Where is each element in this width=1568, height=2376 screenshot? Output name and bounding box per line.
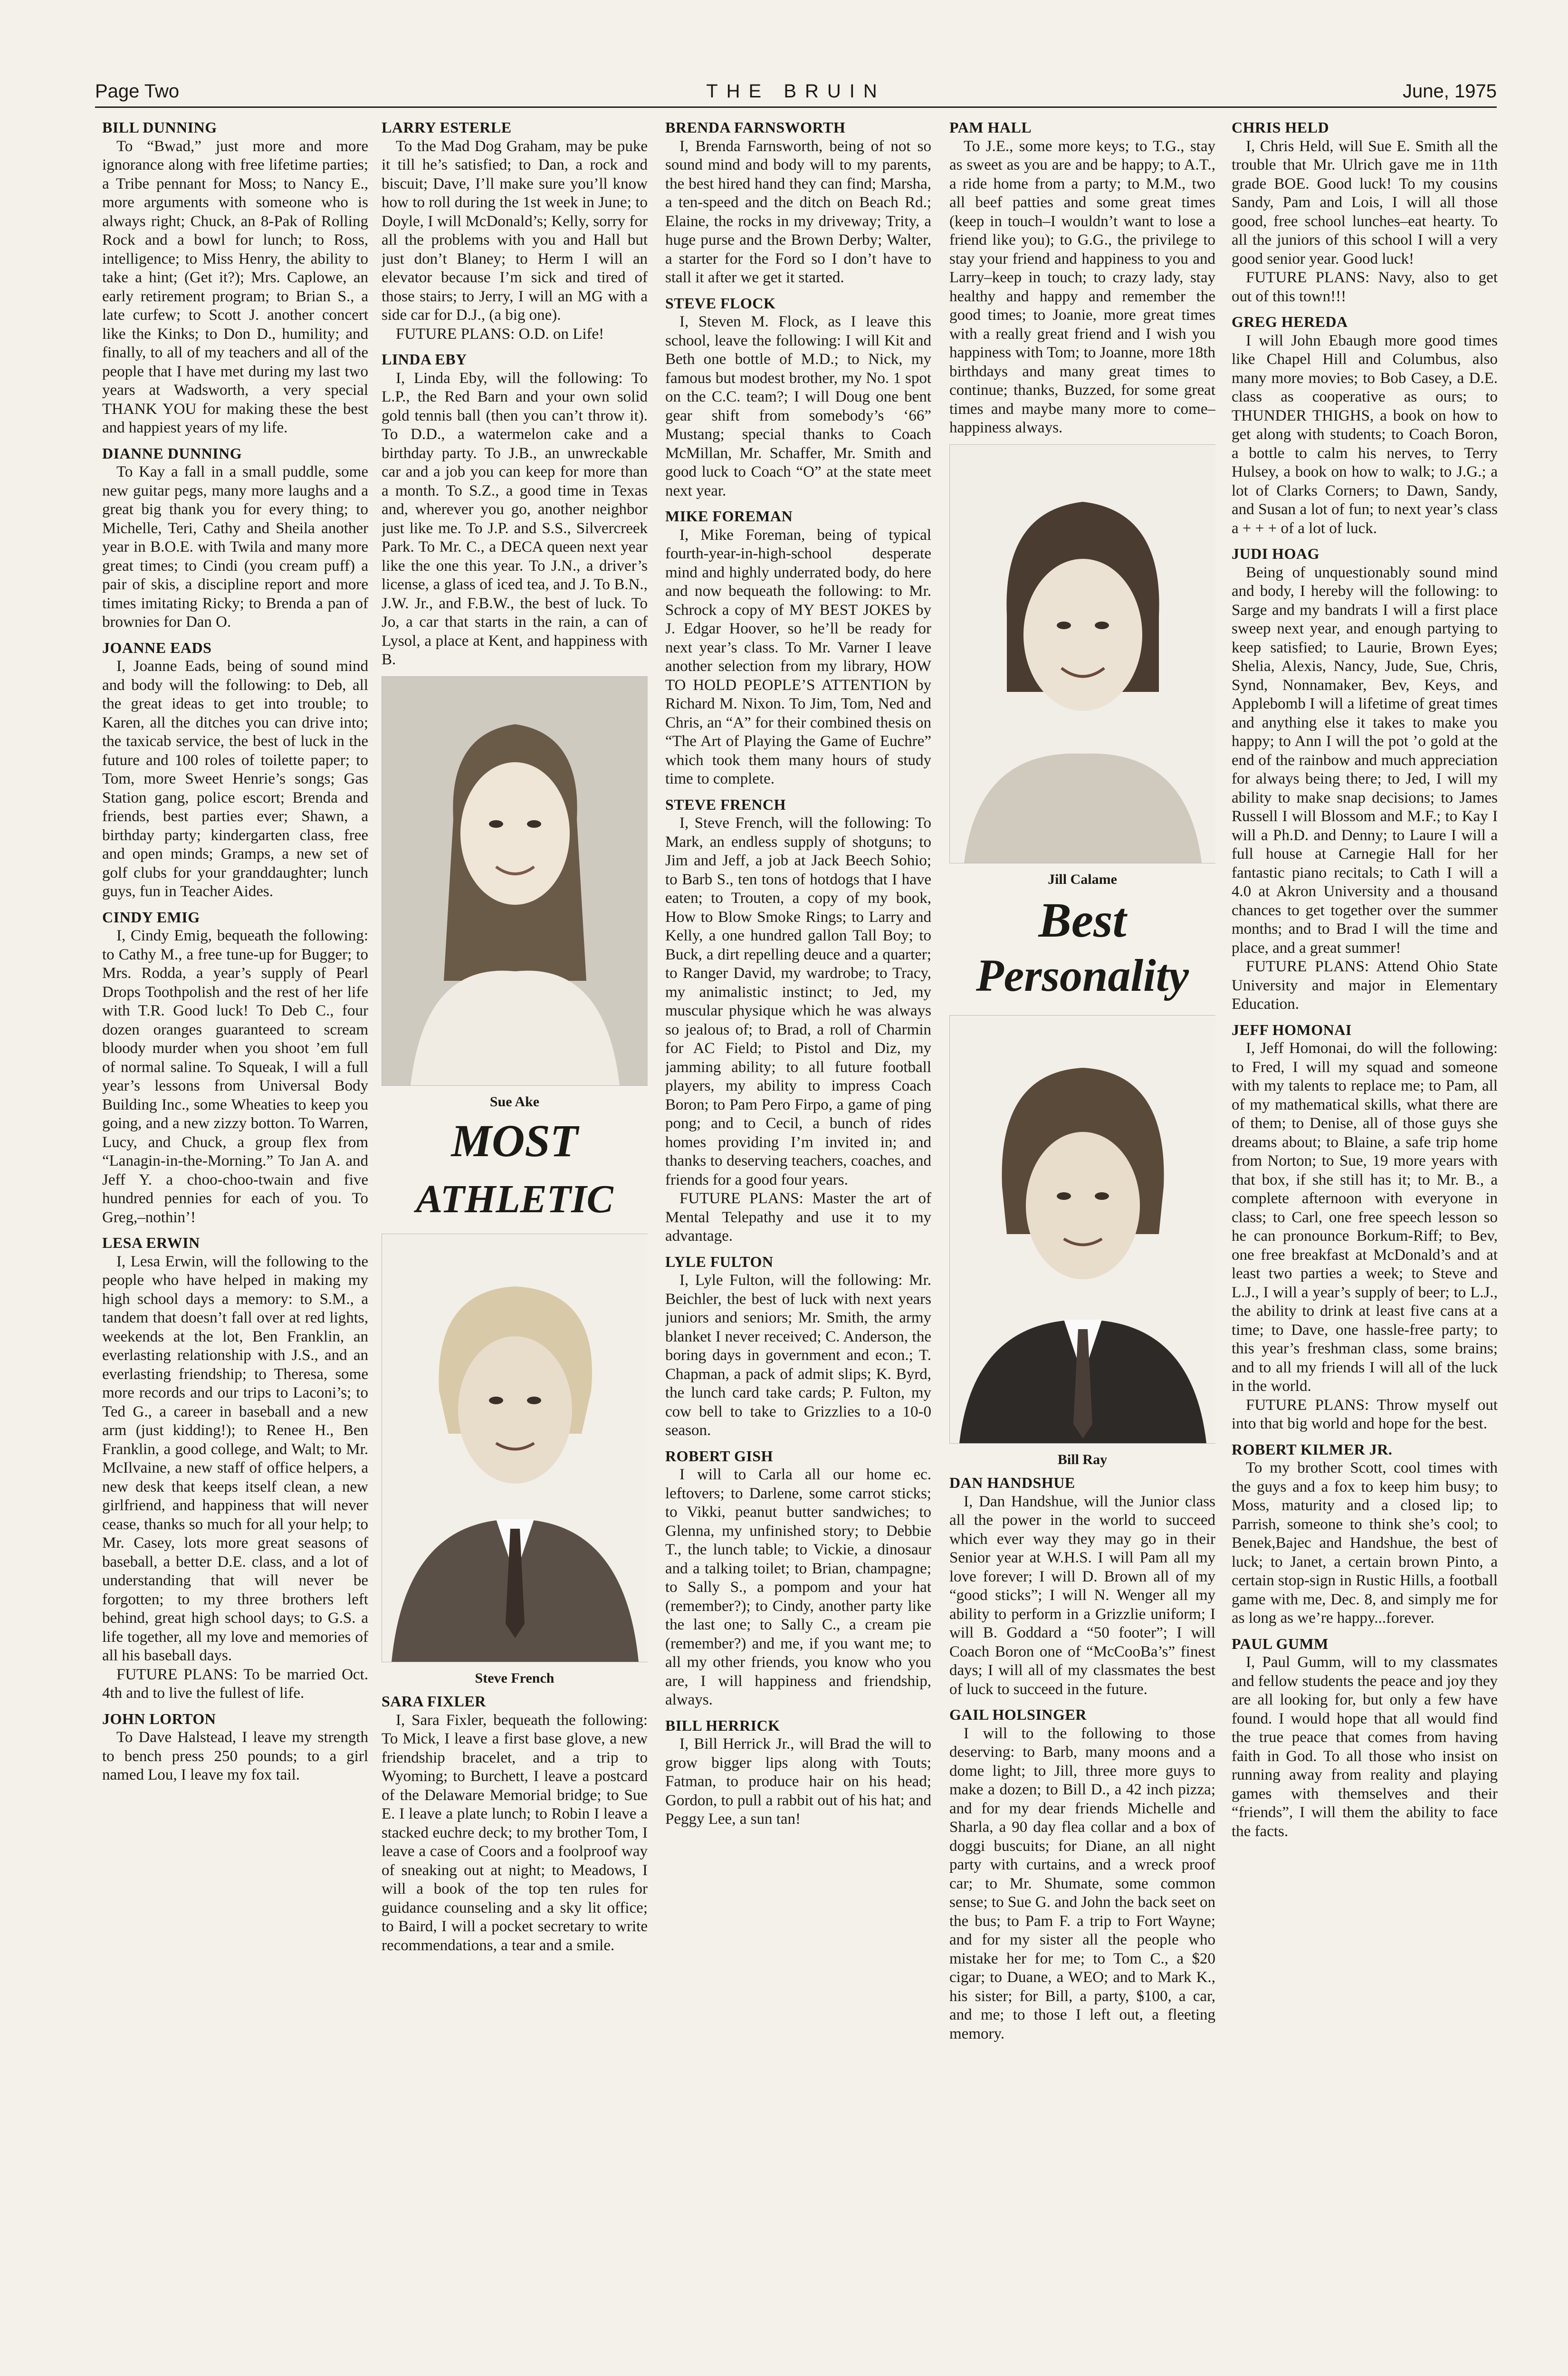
entry-text: I, Mike Foreman, being of typical fourth-year-in-high-school desperate mind and highly underrated body, do here and now bequeath the following: to Mr. Schrock a copy of MY BEST JOKES by J. Edgar Hoover, so he’ll be ready for next year’s class. To Mr. Varner I leave another selection from my library, HOW TO HOLD PEOPLE’S ATTENTION by Richard M. Nixon. To Jim, Tom, Ned and Chris, an “A” for their combined thesis on “The Art of Playing the Game of Euchre” which took them many hours of study time to complete. [665, 526, 931, 787]
will-entry-dianne-dunning [102, 444, 368, 632]
will-entry-robert-gish [665, 1447, 931, 1710]
entry-name: BILL DUNNING [102, 119, 217, 136]
entry-text: I, Linda Eby, will the following: To L.P., the Red Barn and your own solid gold tennis ball (then you can’t throw it). To D.D., a watermelon cake and a birthday party. To J.B., an unwreckable car and a job you can keep for more than a month. To S.Z., a good time in Texas and, wherever you go, another neighbor just like me. To J.P. and S.S., Silvercreek Park. To Mr. C., a DECA queen next year like the one this year. To J.N., a driver’s license, a glass of iced tea, and J. To B.N., J.W. Jr., and F.B.W., the best of luck. To Jo, a car that starts in the rain, a can of Lysol, a place at Kent, and happiness with B. [382, 369, 648, 668]
entry-text: I, Lyle Fulton, will the following: Mr. Beichler, the best of luck with next years juniors and seniors; Mr. Smith, the army blanket I never received; C. Anderson, the boring days in government and econ.; T. Chapman, a pack of admit slips; K. Byrd, the lunch card take cards; P. Fulton, my cow bell to take to Grizzlies to a 10-0 season. [665, 1272, 931, 1439]
will-entry-lyle-fulton [665, 1253, 931, 1440]
entry-text: I, Cindy Emig, bequeath the following: to Cathy M., a free tune-up for Bugger; to Mrs. Rodda, a year’s supply of Pearl Drops Toothpolish and the rest of her life with T.R. Good luck! To Deb C., four dozen oranges guaranteed to scream bloody murder when you shoot ’em full of normal saline. To Squeak, I will a full year’s lessons from Universal Body Building Inc., some Wheaties to keep you going, and a new zizzy botton. To Warren, Lucy, and Chuck, a group flex from “Lanagin-in-the-Morning.” To Jan A. and Jeff Y. a choo-choo-twain and five hundred pennies for each of you. To Greg,–nothin’! [102, 927, 368, 1226]
column-5 [1232, 116, 1498, 2376]
issue-date: June, 1975 [1403, 81, 1497, 102]
column-3 [665, 116, 931, 2376]
will-entry-judi-hoag [1232, 545, 1498, 1014]
entry-text: To the Mad Dog Graham, may be puke it till he’s satisfied; to Dan, a rock and biscuit; Dave, I’ll make sure you’ll know how to roll during the 1st week in June; to Doyle, I will McDonald’s; Kelly, sorry for all the problems with you and Hall but just don’t Blaney; to Herm I will an elevator because I’m sick and tired of those stairs; to Jerry, I will an MG with a side car for D.J., (a big one). [382, 137, 648, 324]
entry-name: LESA ERWIN [102, 1234, 200, 1251]
entry-name: ROBERT KILMER JR. [1232, 1440, 1393, 1458]
photo-caption: Bill Ray [1057, 1451, 1108, 1467]
column-1 [102, 116, 368, 2376]
entry-text: I will to Carla all our home ec. leftovers; to Darlene, some carrot sticks; to Vikki, peanut butter sandwiches; to Glenna, my unfinished story; to Debbie T., the lunch table; to Vickie, a dinosaur and a talking toilet; to Brian, champagne; to Sally S., a pompom and your hat (remember?); to Cindy, another party like the last one; to Sally C., a cream pie (remember?) and me, if you want me; to all my other friends, you know who you are, I will happiness and friendship, always. [665, 1466, 931, 1708]
entry-name: MIKE FOREMAN [665, 508, 793, 525]
future-plans: FUTURE PLANS: O.D. on Life! [396, 325, 604, 343]
will-entry-linda-eby [382, 350, 648, 670]
entry-text: I, Joanne Eads, being of sound mind and body will the following: to Deb, all the great ideas to get into trouble; to Karen, all the ditches you can drive into; the taxicab service, the best of luck in the future and 100 roles of toilette paper; to Tom, more Sweet Henrie’s songs; Gas Station gang, police escort; Brenda and friends, best parties ever; Shawn, a birthday party; kindergarten class, free and open minds; Gramps, a new set of golf clubs for your granddaughter; lunch guys, fun in Teacher Aides. [102, 658, 368, 900]
entry-text: I, Steve French, will the following: To Mark, an endless supply of shotguns; to Jim and Jeff, a job at Jack Beech Sohio; to Barb S., ten tons of hotdogs that I have eaten; to Trouten, a copy of my book, How to Blow Smoke Rings; to Larry and Kelly, a one hundred gallon Tall Boy; to Buck, a dirt repelling deuce and a quarter; to Ranger David, my wardrobe; to Tracy, my animalistic instinct; to Jed, my muscular physique which he was always so jealous of; to Brad, a roll of Charmin for AC Field; to Pistol and Diz, my jamming ability; to all future football players, my ability to impress Coach Boron; to Pam Pero Firpo, a game of ping pong; and to Cecil, a bunch of rides homes providing I’m invited in; and thanks to deserving teachers, coaches, and friends for a good four years. [665, 814, 931, 1188]
will-entry-pam-hall [949, 118, 1215, 438]
future-plans: FUTURE PLANS: Master the art of Mental Telepathy and use it to my advantage. [665, 1190, 931, 1245]
will-entry-lesa-erwin [102, 1234, 368, 1703]
will-entry-chris-held [1232, 118, 1498, 306]
column-2 [382, 116, 648, 2376]
portrait-photo-bill-ray [949, 1015, 1215, 1444]
entry-name: LARRY ESTERLE [382, 119, 512, 136]
future-plans: FUTURE PLANS: To be married Oct. 4th and to live the fullest of life. [102, 1666, 368, 1702]
will-entry-jeff-homonai [1232, 1021, 1498, 1434]
entry-name: GREG HEREDA [1232, 313, 1348, 330]
entry-text: I, Jeff Homonai, do will the following: to Fred, I will my squad and someone with my talents to replace me; to Pam, all of my mathematical skills, what there are of them; to Denise, all of those guys she dreams about; to Blaine, a safe trip home from Norton; to Sue, 19 more years with that box, if she still has it; to Mr. B., a complete afternoon with everyone in class; to Carl, one free speech lesson so he can pronounce Borkum-Riff; to Bev, one free breakfast at McDonald’s and at least two parties a week; to Steve and L.J., I will a year’s supply of beer; to L.J., the ability to drink at least five cans at a time; to Dave, one hassle-free party; to this year’s freshman class, some brains; and to all my friends I will all of the luck in the world. [1232, 1040, 1498, 1395]
photo-caption: Jill Calame [1048, 871, 1117, 887]
entry-name: JUDI HOAG [1232, 545, 1319, 562]
will-entry-joanne-eads [102, 639, 368, 901]
will-entry-bill-dunning [102, 118, 368, 438]
header-rule [95, 106, 1497, 108]
entry-text: To J.E., some more keys; to T.G., stay as sweet as you are and be happy; to A.T., a ride home from a party; to M.M., two all beef patties and some great times (keep in touch–I wouldn’t want to lose a friend like you); to G.G., the privilege to stay your friend and happiness to you and Larry–keep in touch; to crazy lady, stay healthy and happy and remember the good times; to Joanie, more great times with a really great friend and I wish you happiness with Tom; to Joanne, more 18th birthdays and many great times to continue; thanks, Buzzed, for some great times and maybe many more to come–happiness always. [949, 137, 1215, 436]
entry-name: PAUL GUMM [1232, 1635, 1329, 1652]
entry-name: PAM HALL [949, 119, 1032, 136]
entry-text: To Kay a fall in a small puddle, some new guitar pegs, many more laughs and a great big thank you for every thing; to Michelle, Teri, Cathy and Sheila another year in B.O.E. with Twila and many more great times; to Cindi (you cream puff) a pair of skis, a discipline report and more times imitating Ricky; to Brenda a pan of brownies for Dan O. [102, 463, 368, 631]
future-plans: FUTURE PLANS: Throw myself out into that big world and hope for the best. [1232, 1396, 1498, 1432]
entry-text: I, Bill Herrick Jr., will Brad the will to grow bigger lips along with Touts; Fatman, to produce hair on his head; Gordon, to pull a rabbit out of his hat; and Peggy Lee, a sun tan! [665, 1735, 931, 1828]
award-title-personality: Personality [976, 950, 1189, 1001]
entry-text: To my brother Scott, cool times with the guys and a fox to keep him busy; to Moss, maturity and a closed lip; to Parrish, someone to think she’s cool; to Benek,Bajec and Handshue, the best of luck; to Janet, a certain brown Pinto, a certain stop-sign in Rustic Hills, a football game with me, Dec. 8, and simply me for as long as we’re happy...forever. [1232, 1459, 1498, 1627]
entry-name: JOANNE EADS [102, 639, 212, 656]
entry-text: I, Steven M. Flock, as I leave this school, leave the following: I will Kit and Beth one bottle of M.D.; to Nick, my famous but modest brother, my No. 1 spot on the C.C. team?; I will Doug one bent gear shift from somebody’s ‘66” Mustang; special thanks to Coach McMillan, Mr. Schaffer, Mr. Smith and good luck to Coach “O” at the state meet next year. [665, 313, 931, 499]
will-entry-sara-fixler [382, 1692, 648, 1955]
entry-text: Being of unquestionably sound mind and body, I hereby will the following: to Sarge and my bandrats I will a first place sweep next year, and enough partying to keep satisfied; to Laurie, Brown Eyes; Shelia, Alexis, Nancy, Jude, Sue, Chris, Synd, Nonnamaker, Bev, Keys, and Applebomb I will a lifetime of great times and anything else it takes to make you happy; to Ann I will the pot ’o gold at the end of the rainbow and much appreciation for always being there; to Jed, I will my ability to make snap decisions; to James Russell I will Blossom and M.F.; to Kay I will a Ph.D. and Denny; to Laure I will a full house at Carnegie Hall for her fantastic piano recitals; to Cath I will a 4.0 at Akron University and a thousand chances to get together over the summer months; and to Brad I will the time and place, and a great summer! [1232, 564, 1498, 957]
will-entry-robert-kilmer [1232, 1440, 1498, 1628]
will-entry-greg-hereda [1232, 313, 1498, 538]
portrait-image [950, 1016, 1215, 1443]
will-entry-cindy-emig [102, 908, 368, 1227]
photo-caption: Sue Ake [489, 1093, 540, 1110]
entry-text: I will to the following to those deserving: to Barb, many moons and a dome light; to Jill, three more guys to make a dozen; to Bill D., a 42 inch pizza; and for my dear friends Michelle and Sharla, a 90 day flea collar and a box of doggi buscuits; for Diane, an all night party with curtains, and a wreck proof car; to Mr. Shumate, some common sense; to Sue G. and John the back seet on the bus; to Pam F. a trip to Fort Wayne; and for my sister all the people who mistake her for me; to Tom C., a $20 cigar; to Duane, a WEO; and to Mark K., his sister; for Bill, a party, $100, a car, and me; to those I left out, a fleeting memory. [949, 1725, 1215, 2042]
portrait-photo-steve-french [382, 1234, 648, 1662]
portrait-image [382, 677, 648, 1085]
entry-name: STEVE FRENCH [665, 795, 786, 813]
portrait-image [382, 1234, 648, 1662]
entry-text: I, Chris Held, will Sue E. Smith all the trouble that Mr. Ulrich gave me in 11th grade BOE. Good luck! To my cousins Sandy, Pam and Lois, I will all those good, free school lunches–eat hearty. To all the juniors of this school I will a very good senior year. Good luck! [1232, 137, 1498, 268]
photo-caption: Steve French [475, 1670, 555, 1686]
will-entry-paul-gumm [1232, 1635, 1498, 1841]
entry-text: I, Brenda Farnsworth, being of not so sound mind and body will to my parents, the best hired hand they can find; Marsha, a ten-speed and the ditch on Beach Rd.; Elaine, the rocks in my driveway; Trity, a huge purse and the Brown Derby; Walter, a starter for the Ford so I don’t have to stall it after we get it started. [665, 137, 931, 286]
future-plans: FUTURE PLANS: Navy, also to get out of this town!!! [1232, 269, 1498, 305]
will-entry-larry-esterle [382, 118, 648, 344]
will-entry-brenda-farnsworth [665, 118, 931, 287]
future-plans: FUTURE PLANS: Attend Ohio State University and major in Elementary Education. [1232, 958, 1498, 1013]
entry-text: To Dave Halstead, I leave my strength to bench press 250 pounds; to a girl named Lou, I leave my fox tail. [102, 1729, 368, 1783]
page-header [95, 81, 1497, 109]
entry-name: JOHN LORTON [102, 1710, 216, 1727]
portrait-photo-jill-calame [949, 444, 1215, 863]
entry-text: I, Dan Handshue, will the Junior class all the power in the world to succeed which ever way they may go in their Senior year at W.H.S. I will Pam all my love forever; I will D. Brown all of my “good sticks”; I will N. Wenger all my ability to perform in a Grizzlie uniform; I will B. Goddard a “50 footer”; I will Coach Boron one of “McCooBa’s” finest days; I will all of my classmates the best of luck to succeed in the future. [949, 1493, 1215, 1698]
entry-name: SARA FIXLER [382, 1693, 486, 1710]
award-title-athletic: ATHLETIC [416, 1177, 613, 1221]
entry-name: LYLE FULTON [665, 1253, 774, 1270]
will-entry-gail-holsinger [949, 1705, 1215, 2043]
entry-name: DIANNE DUNNING [102, 444, 242, 462]
entry-text: To “Bwad,” just more and more ignorance along with free lifetime parties; a Tribe pennant for Moss; to Nancy E., more arguments with someone who is always right; Chuck, an 8-Pak of Rolling Rock and a bowl for lunch; to Ross, intelligence; to Miss Henry, the ability to take a hint; (Get it?); Mrs. Caplowe, an early retirement program; to Brian S., a late curfew; to Scott J. another concert like the Kinks; to Don D., humility; and finally, to all of my teachers and all of the people that I have met during my last two years at Wadsworth, a very special THANK YOU for making these the best and happiest years of my life. [102, 137, 368, 436]
entry-name: ROBERT GISH [665, 1447, 773, 1465]
will-entry-mike-foreman [665, 507, 931, 789]
will-entry-dan-handshue [949, 1474, 1215, 1699]
will-entry-john-lorton [102, 1710, 368, 1785]
will-entry-steve-french [665, 795, 931, 1246]
portrait-photo-sue-ake [382, 676, 648, 1086]
entry-name: CINDY EMIG [102, 908, 200, 926]
entry-name: BRENDA FARNSWORTH [665, 119, 846, 136]
will-entry-steve-flock [665, 294, 931, 501]
entry-name: STEVE FLOCK [665, 294, 776, 312]
award-title-best: Best [1038, 893, 1127, 948]
entry-name: JEFF HOMONAI [1232, 1021, 1352, 1038]
entry-name: BILL HERRICK [665, 1716, 780, 1734]
masthead-title: THE BRUIN [706, 81, 886, 102]
entry-text: I will John Ebaugh more good times like Chapel Hill and Columbus, also many more movies; to Bob Casey, a D.E. class as cooperative as ours; to THUNDER THIGHS, a book on how to get along with students; to Coach Boron, a bottle to calm his nerves, to Terry Hulsey, a book on how to walk; to J.G.; a lot of Clarks Corners; to Dawn, Sandy, and Susan a lot of fun; to next year’s class a + + + of a lot of luck. [1232, 332, 1498, 537]
entry-name: GAIL HOLSINGER [949, 1706, 1087, 1724]
entry-name: DAN HANDSHUE [949, 1474, 1075, 1492]
entry-text: I, Sara Fixler, bequeath the following: To Mick, I leave a first base glove, a new friendship bracelet, and a trip to Wyoming; to Burchett, I leave a postcard of the Delaware Memorial bridge; to Sue E. I leave a plate lunch; to Robin I leave a stacked euchre deck; to my brother Tom, I leave a case of Coors and a foolproof way of sneaking out at night; to Meadows, I will a book of the top ten rules for guidance counseling and a sky lit office; to Baird, I will a pocket secretary to write recommendations, a tear and a smile. [382, 1711, 648, 1954]
column-4 [949, 116, 1215, 2376]
entry-name: LINDA EBY [382, 351, 467, 368]
page-number: Page Two [95, 81, 180, 102]
will-entry-bill-herrick [665, 1716, 931, 1829]
entry-text: I, Paul Gumm, will to my classmates and fellow students the peace and joy they are all looking for, but only a few have found. I would hope that all would find the true peace that comes from having faith in God. To all those who insist on running away from reality and playing games with themselves and their “friends”, I will them the ability to face the facts. [1232, 1654, 1498, 1840]
portrait-image [950, 445, 1215, 863]
entry-text: I, Lesa Erwin, will the following to the people who have helped in making my high school days a memory: to S.M., a tandem that doesn’t fall over at red lights, weekends at the lot, Ben Franklin, an everlasting relationship with J.S., and an everlasting friendship; to Theresa, some more records and our trips to Laconi’s; to Ted G., a career in baseball and a new arm (just kidding!); to Renee H., Ben Franklin, a good college, and Walt; to Mr. McIlvaine, a new staff of office helpers, a new desk that keeps itself clean, a new girlfriend, and happiness that will never cease, thanks so much for all your help; to Mr. Casey, lots more great seasons of baseball, a better D.E. class, and a lot of understanding that will never be forgotten; to my three brothers left behind, great high school days; to G.S. a life together, all my love and memories of all his baseball days. [102, 1253, 368, 1664]
award-title-most: MOST [451, 1115, 578, 1166]
entry-name: CHRIS HELD [1232, 119, 1329, 136]
